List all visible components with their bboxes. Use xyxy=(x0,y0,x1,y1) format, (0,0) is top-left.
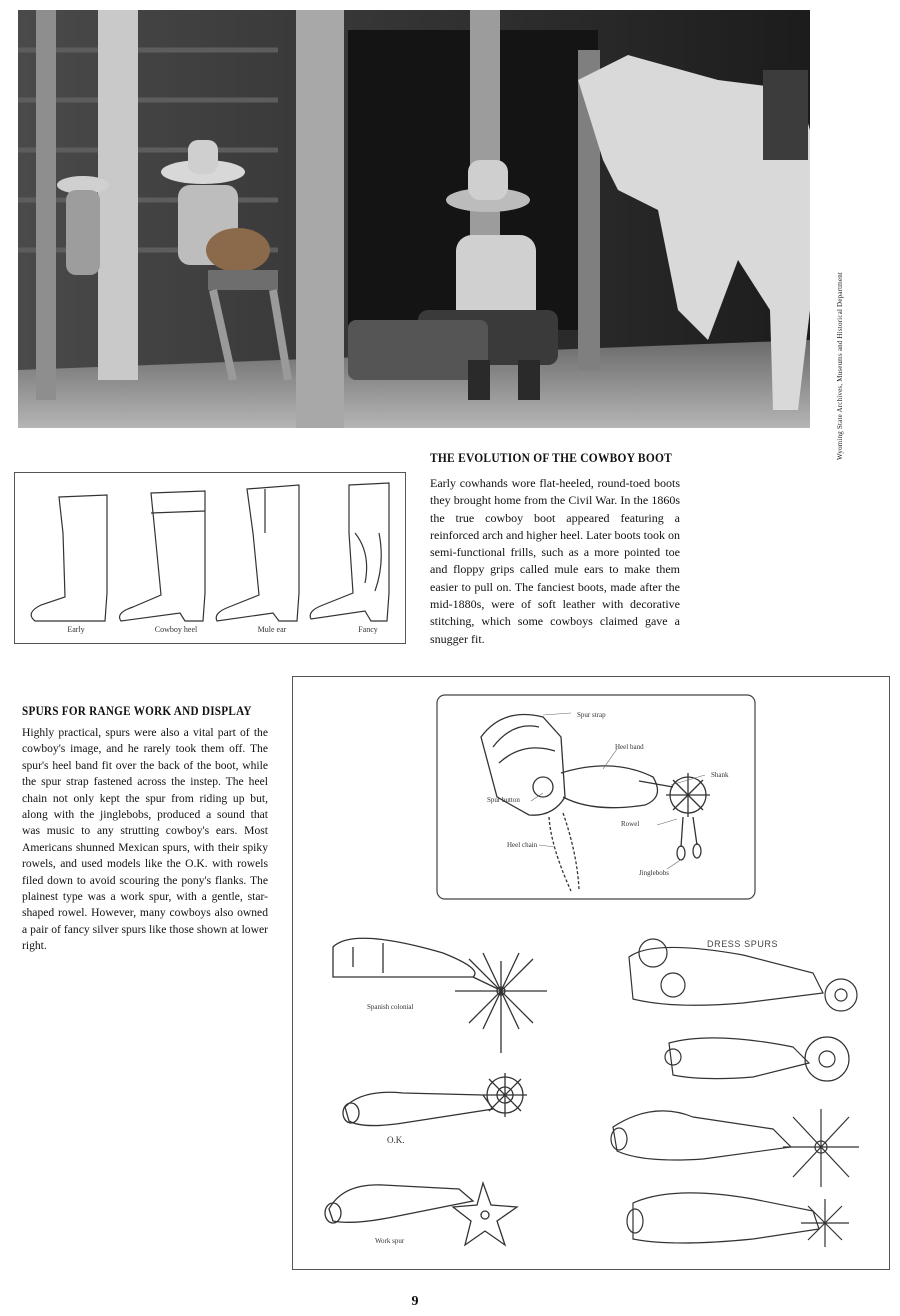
photo-credit: Wyoming State Archives, Museums and Historical Department xyxy=(836,271,844,460)
spur-drawings xyxy=(293,677,889,1269)
label-rowel: Rowel xyxy=(621,820,640,828)
ok-spur-drawing xyxy=(343,1073,527,1126)
label-jinglebobs: Jinglebobs xyxy=(639,869,669,877)
dress-spurs-label: DRESS SPURS xyxy=(707,939,779,949)
fancy-boot-drawing xyxy=(310,483,389,621)
spur-parts-diagram-frame xyxy=(437,695,755,899)
boot-article-title: THE EVOLUTION OF THE COWBOY BOOT xyxy=(430,450,673,465)
cowboy-heel-boot-drawing xyxy=(120,491,206,621)
boot-caption-fancy: Fancy xyxy=(358,625,378,634)
work-spur-drawing xyxy=(325,1183,517,1245)
label-heel-chain: Heel chain xyxy=(507,841,538,849)
spanish-colonial-label: Spanish colonial xyxy=(367,1003,414,1011)
boot-caption-cowboy-heel: Cowboy heel xyxy=(154,625,198,634)
label-heel-band: Heel band xyxy=(615,743,644,751)
boot-caption-mule-ear: Mule ear xyxy=(257,625,287,634)
spanish-colonial-spur-drawing xyxy=(333,938,547,1053)
boot-drawings xyxy=(15,473,405,643)
ok-spur-label: O.K. xyxy=(387,1135,405,1145)
porch-photo xyxy=(18,10,810,428)
spur-figure xyxy=(292,676,890,1270)
dress-spurs-drawing xyxy=(611,939,859,1247)
spur-article-body: Highly practical, spurs were also a vital part of the cowboy's image, and he rarely took them off. The spur's heel band fit over the back of the boot, while the spur strap fastened across the instep. The heel chain not only kept the spur from riding up but, along with the jinglebobs, produced a sound that was music to any strutting cowboy's ears. Most Americans shunned Mexican spurs, with their spiky rowels, and used models like the O.K. with rowels filed down to avoid scouring the pony's flanks. The plainest type was a work spur, with a gentle, star-shaped rowel. However, many cowboys also owned a pair of fancy silver spurs like those shown at lower right. xyxy=(22,726,268,953)
label-spur-button: Spur button xyxy=(487,796,520,804)
boot-article-body: Early cowhands wore flat-heeled, round-toed boots they brought home from the Civil War. In the 1860s the true cowboy boot appeared featuring a reinforced arch and higher heel. Later boots took on semi-functional frills, such as a more pointed toe and floppy grips called mule ears to make them easier to pull on. The fanciest boots, made after the mid-1880s, were of soft leather with decorative stitching, which some cowboys claimed gave a snugger fit. xyxy=(430,476,680,646)
work-spur-label: Work spur xyxy=(375,1237,405,1245)
spur-article-title: SPURS FOR RANGE WORK AND DISPLAY xyxy=(22,703,252,718)
label-spur-strap: Spur strap xyxy=(577,711,606,719)
label-shank: Shank xyxy=(711,771,729,779)
porch-photo-illustration xyxy=(18,10,810,428)
mule-ear-boot-drawing xyxy=(216,485,299,621)
boot-caption-early: Early xyxy=(67,625,85,634)
boot-evolution-figure xyxy=(14,472,406,644)
early-boot-drawing xyxy=(31,495,107,621)
page-number: 9 xyxy=(411,1294,419,1309)
